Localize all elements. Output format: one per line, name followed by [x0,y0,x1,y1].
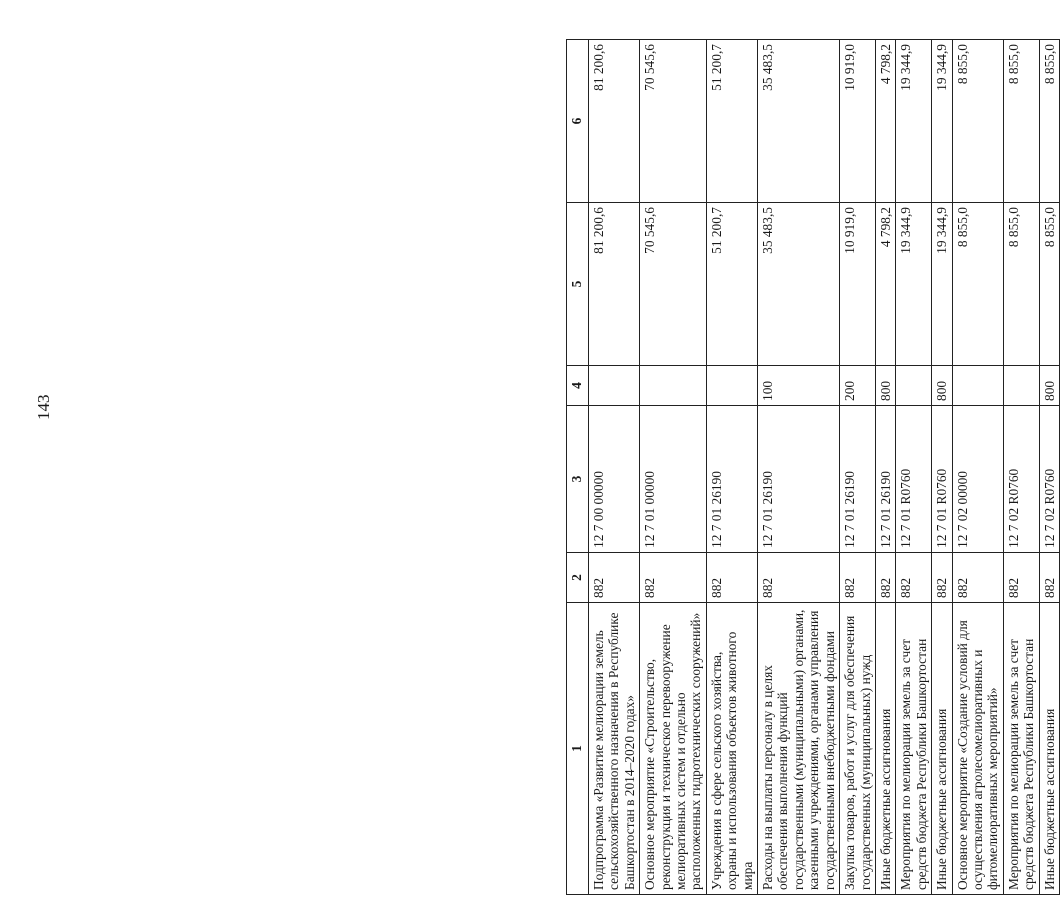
cell-expense-type [640,366,707,406]
table-row [896,40,932,895]
cell-target-article: 12 7 02 00000 [952,406,1003,553]
cell-name: Учреждения в сфере сельского хозяйства, охраны и использования объектов животного мира [706,603,757,895]
table-row [1003,40,1039,895]
table-row [840,40,876,895]
cell-amount-total: 51 200,7 [706,40,757,203]
cell-amount: 19 344,9 [896,203,932,366]
cell-target-article: 12 7 01 00000 [640,406,707,553]
cell-expense-type: 800 [1039,366,1059,406]
table-row [952,40,1003,895]
cell-expense-type [1003,366,1039,406]
cell-amount: 51 200,7 [706,203,757,366]
cell-target-article: 12 7 00 00000 [589,406,640,553]
header-col-1: 1 [567,603,589,895]
table-row [706,40,757,895]
cell-target-article: 12 7 02 R0760 [1003,406,1039,553]
cell-name: Иные бюджетные ассигнования [932,603,952,895]
cell-ministry-code: 882 [1039,553,1059,603]
cell-ministry-code: 882 [706,553,757,603]
cell-target-article: 12 7 01 26190 [758,406,840,553]
cell-name: Иные бюджетные ассигнования [875,603,895,895]
cell-amount-total: 70 545,6 [640,40,707,203]
cell-amount-total: 81 200,6 [589,40,640,203]
cell-name: Основное мероприятие «Создание условий для осуществления агролесомелиоративных и фитомелиоративных мероприятий» [952,603,1003,895]
cell-amount-total: 19 344,9 [932,40,952,203]
header-col-3: 3 [567,406,589,553]
cell-ministry-code: 882 [840,553,876,603]
cell-expense-type [896,366,932,406]
cell-expense-type: 100 [758,366,840,406]
cell-expense-type [706,366,757,406]
cell-ministry-code: 882 [640,553,707,603]
table-row [758,40,840,895]
budget-table [566,39,1060,895]
cell-ministry-code: 882 [589,553,640,603]
cell-amount-total: 19 344,9 [896,40,932,203]
cell-amount: 35 483,5 [758,203,840,366]
header-col-2: 2 [567,553,589,603]
cell-name: Подпрограмма «Развитие мелиорации земель сельскохозяйственного назначения в Республике Башкортостан в 2014–2020 годах» [589,603,640,895]
cell-ministry-code: 882 [896,553,932,603]
cell-name: Мероприятия по мелиорации земель за счет средств бюджета Республики Башкортостан [1003,603,1039,895]
cell-name: Расходы на выплаты персоналу в целях обеспечения выполнения функций государственными (муниципальными) органами, казенными учреждениями, органами управления государственными внебюджетными фондами [758,603,840,895]
cell-amount: 81 200,6 [589,203,640,366]
cell-amount-total: 10 919,0 [840,40,876,203]
cell-expense-type: 800 [875,366,895,406]
rotated-page [566,25,1061,895]
cell-name: Иные бюджетные ассигнования [1039,603,1059,895]
cell-ministry-code: 882 [1003,553,1039,603]
header-col-6: 6 [567,40,589,203]
cell-ministry-code: 882 [875,553,895,603]
cell-amount: 10 919,0 [840,203,876,366]
cell-target-article: 12 7 01 R0760 [932,406,952,553]
table-row [875,40,895,895]
cell-target-article: 12 7 01 26190 [706,406,757,553]
cell-amount-total: 8 855,0 [1039,40,1059,203]
header-row [567,40,589,895]
table-row [640,40,707,895]
cell-expense-type: 800 [932,366,952,406]
cell-amount-total: 8 855,0 [952,40,1003,203]
cell-amount: 8 855,0 [1003,203,1039,366]
cell-name: Мероприятия по мелиорации земель за счет средств бюджета Республики Башкортостан [896,603,932,895]
cell-amount: 8 855,0 [952,203,1003,366]
cell-target-article: 12 7 02 R0760 [1039,406,1059,553]
cell-ministry-code: 882 [932,553,952,603]
cell-expense-type: 200 [840,366,876,406]
cell-amount: 19 344,9 [932,203,952,366]
cell-ministry-code: 882 [758,553,840,603]
cell-amount-total: 4 798,2 [875,40,895,203]
cell-amount: 70 545,6 [640,203,707,366]
cell-amount: 4 798,2 [875,203,895,366]
page-number: 143 [34,394,53,420]
cell-amount-total: 35 483,5 [758,40,840,203]
header-col-4: 4 [567,366,589,406]
header-col-5: 5 [567,203,589,366]
table-row [1039,40,1059,895]
cell-target-article: 12 7 01 26190 [875,406,895,553]
table-row [932,40,952,895]
cell-name: Основное мероприятие «Строительство, реконструкция и техническое перевооружение мелиоративных систем и отдельно расположенных гидротехнических сооружений» [640,603,707,895]
cell-amount-total: 8 855,0 [1003,40,1039,203]
cell-target-article: 12 7 01 26190 [840,406,876,553]
cell-name: Закупка товаров, работ и услуг для обеспечения государственных (муниципальных) нужд [840,603,876,895]
cell-expense-type [952,366,1003,406]
cell-expense-type [589,366,640,406]
table-row [589,40,640,895]
cell-amount: 8 855,0 [1039,203,1059,366]
cell-ministry-code: 882 [952,553,1003,603]
cell-target-article: 12 7 01 R0760 [896,406,932,553]
